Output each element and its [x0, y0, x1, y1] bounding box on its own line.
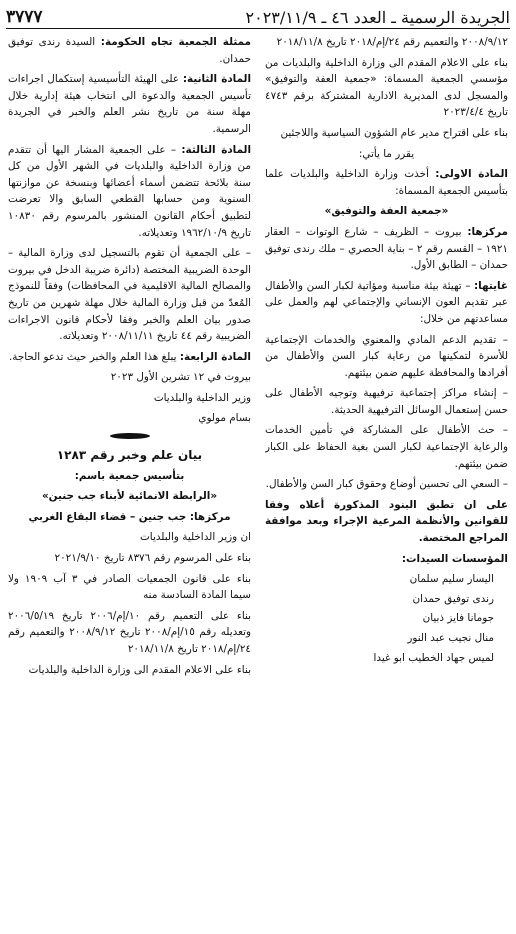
headquarters-text: بيروت – الظريف – شارع الوتوات – العقار ١٩٢١ – القسم رقم ٢ – بناية الحصري – ملك رندى توفيق حمدان – الطابق الأول. — [265, 225, 508, 272]
page-header — [6, 6, 510, 29]
government-representative — [8, 34, 251, 67]
notice-title: بيان علم وخبر رقم ١٢٨٣ — [56, 448, 203, 463]
goals — [265, 278, 508, 328]
article-2-text: على الهيئة التأسيسية إستكمال اجراءات تأسيس الجمعية والدعوة الى انتخاب هيئة إدارية خلال مهلة سنة من تاريخ نشر العلم والخبر في الجريدة الرسمية. — [8, 73, 251, 135]
goals-text: – تهيئة بيئة مناسبة ومؤاتية لكبار السن والأطفال عبر تقديم العون الإنساني والإجتماعي لهم والعمل على مساعدتهم من خلال: — [265, 279, 508, 325]
article-4-label: المادة الرابعة: — [179, 350, 251, 363]
founder-name: جومانا فايز ذبيان — [422, 612, 494, 625]
founder-name: لميس جهاد الخطيب ابو غيدا — [373, 651, 494, 664]
article-1 — [265, 166, 508, 199]
whereas-proposal: بناء على اقتراح مدير عام الشؤون السياسية واللاجئين — [280, 126, 508, 139]
notice-association: «الرابطة الانمائية لأبناء جب جنين» — [41, 490, 218, 503]
founder-name: منال نجيب عبد النور — [407, 632, 494, 644]
notice-headquarters: مركزها: جب جنين – قضاء البقاع الغربي — [28, 510, 231, 523]
left-column — [8, 34, 251, 928]
founder-name: اليسار سليم سلمان — [409, 573, 494, 586]
article-2-label: المادة الثانية: — [182, 73, 251, 86]
article-4 — [8, 349, 251, 366]
signer-title: وزير الداخلية والبلديات — [153, 391, 251, 404]
goals-label: غايتها: — [473, 279, 508, 292]
decides-line: يقرر ما يأتي: — [358, 147, 415, 160]
headquarters — [265, 224, 508, 274]
notice-subtitle: بتأسيس جمعية باسم: — [74, 469, 185, 482]
article-2 — [8, 71, 251, 137]
headquarters-label: مركزها: — [467, 225, 508, 238]
minister-line: ان وزير الداخلية والبلديات — [140, 531, 251, 544]
ref-continuation: ٢٠٠٨/٩/١٢ والتعميم رقم ٢٤/إم/٢٠١٨ تاريخ ٢٠١٨/١١/٨ — [276, 36, 508, 48]
article-4-text: يبلغ هذا العلم والخبر حيث تدعو الحاجة. — [8, 350, 180, 363]
article-3-text: – على الجمعية المشار اليها أن تتقدم من وزارة الداخلية والبلديات في الشهر الأول من كل سنة بلائحة تتضمن أسماء أعضائها وبنسخة عن موازنتها السنوية ومن حسابها القطعي السابق والا تعرضت لتطبيق أحكام القانون المنشور بالمرسوم رقم ١٠٨٣٠ تاريخ ١٩٦٢/١٠/٩ وتعديلاته. — [8, 143, 251, 239]
article-3-label: المادة الثالثة: — [181, 143, 251, 156]
representative-label: ممثلة الجمعية تجاه الحكومة: — [100, 36, 251, 48]
whereas-circulars: بناء على التعميم رقم ١٠/إم/٢٠٠٦ تاريخ ٢٠٠٦/٥/١٩ وتعديله رقم ١٥/إم/٢٠٠٨ تاريخ ٢٠٠٨/٩/١٢ والتعميم رقم ٢٤/إم/٢٠١٨ تاريخ ٢٠١٨/١١/٨ — [8, 609, 251, 655]
place-date: بيروت في ١٢ تشرين الأول ٢٠٢٣ — [110, 371, 251, 384]
whereas-decree: بناء على المرسوم رقم ٨٣٧٦ تاريخ ٢٠٢١/٩/١٠ — [54, 552, 251, 565]
goal-bullet: – حث الأطفال على المشاركة في تأمين الخدمات والرعاية الإجتماعية لكبار السن بغية الحفاظ على الكبار ضمن بيئتهم. — [265, 424, 508, 470]
whereas-law: بناء على قانون الجمعيات الصادر في ٣ آب ١٩٠٩ ولا سيما المادة السادسة منه — [8, 572, 251, 602]
whereas-notice: بناء على الاعلام المقدم الى وزارة الداخلية والبلديات من مؤسسي الجمعية المسماة: «جمعية العفة والتوفيق» والمسجل لدى المديرية الادارية المشتركة برقم ٤٧٤٣ تاريخ ٢٠٢٣/٤/٤ — [265, 56, 508, 119]
article-1-label: المادة الاولى: — [435, 168, 508, 181]
page-number: ٣٧٧٧ — [6, 7, 43, 27]
goal-bullet: – تقديم الدعم المادي والمعنوي والخدمات الإجتماعية للأسرة لتمكينها من رعاية كبار السن والأطفال من أفرادها والمحافظة عليهم ضمن بيئتهم. — [265, 333, 508, 379]
goal-bullet: – السعي الى تحسين أوضاع وحقوق كبار السن والأطفال. — [265, 478, 508, 491]
section-divider — [110, 433, 150, 439]
article-3 — [8, 142, 251, 242]
association-name: «جمعية العفة والتوفيق» — [324, 205, 449, 218]
founder-name: رندى توفيق حمدان — [412, 592, 494, 605]
founders-label: المؤسسات السيدات: — [401, 552, 508, 565]
signer-name: بسام مولوي — [198, 412, 251, 425]
representative-text: السيدة رندى توفيق حمدان. — [8, 36, 251, 65]
gazette-title: الجريدة الرسمية ـ العدد ٤٦ ـ ٢٠٢٣/١١/٩ — [245, 7, 510, 27]
founders-list — [265, 571, 508, 666]
whereas-notice-2: بناء على الاعلام المقدم الى وزارة الداخلية والبلديات — [28, 663, 251, 676]
right-column — [265, 34, 508, 928]
compliance-clause: على ان تطبق البنود المذكورة أعلاه وفقا للقوانين والأنظمة المرعية الإجراء وبعد موافقة المراجع المختصة. — [265, 498, 508, 545]
goal-bullet: – إنشاء مراكز إجتماعية ترفيهية وتوجيه الأطفال على حسن إستعمال الوسائل الترفيهية الحديثة. — [265, 387, 508, 416]
article-1-text: أخذت وزارة الداخلية والبلديات علما بتأسيس الجمعية المسماة: — [265, 168, 508, 197]
article-3-tax: – على الجمعية أن تقوم بالتسجيل لدى وزارة المالية – الوحدة الضريبية المختصة (دائرة ضريبة الدخل في بيروت والمصالح المالية الاقليمية في المحافظات) وفقاً للنموذج المُعدّ من قبل وزارة المالية خلال مهلة شهرين من تاريخ صدور بيان العلم والخبر وفقا لأحكام قانون الاجراءات الضريبية رقم ٤٤ تاريخ ٢٠٠٨/١١/١١ وتعديلاته. — [8, 247, 251, 343]
